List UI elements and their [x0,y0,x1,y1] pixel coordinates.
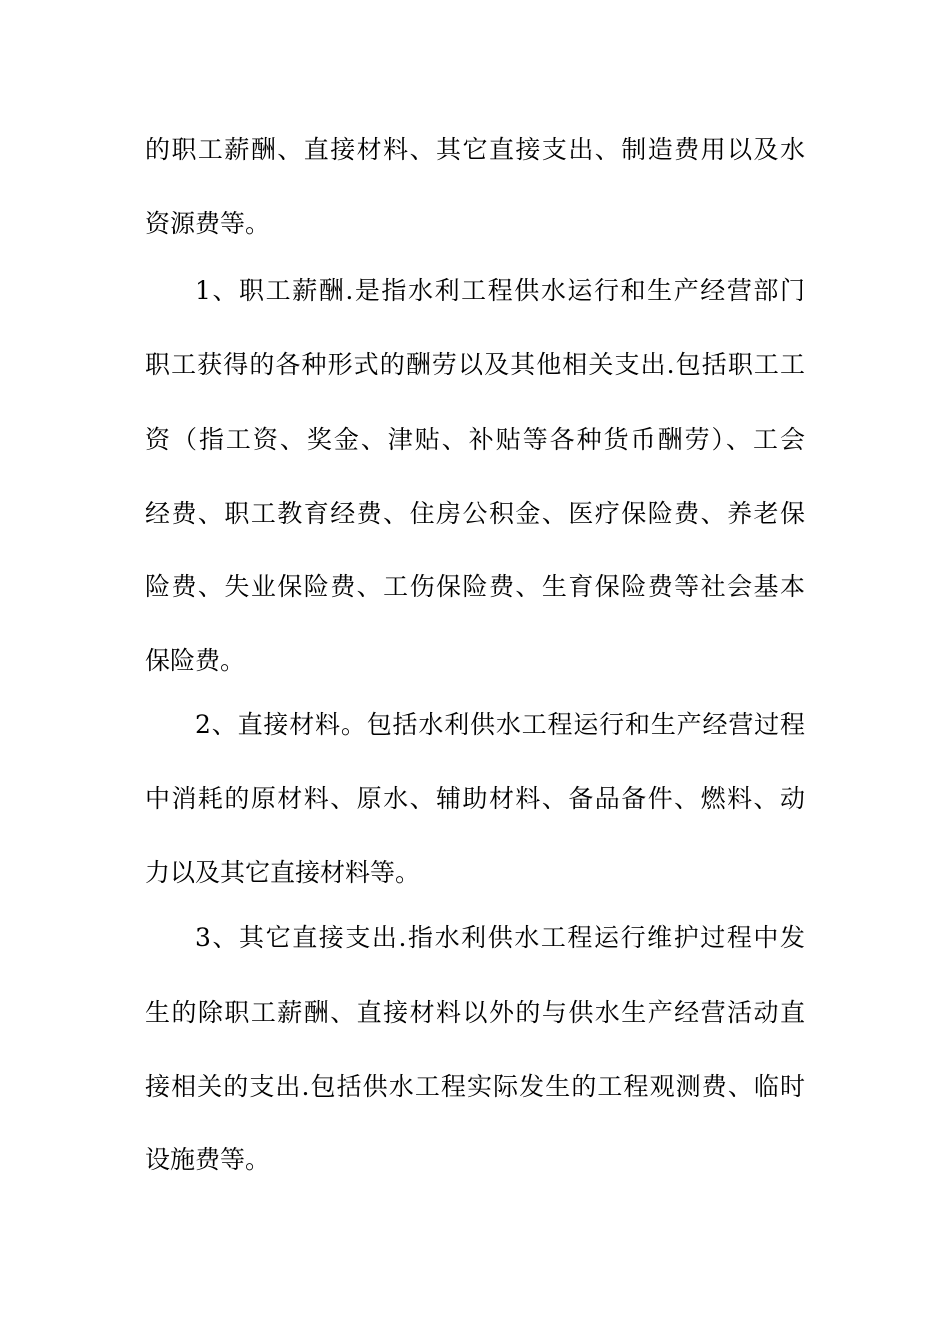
paragraph-start-line: 3、其它直接支出.指水利供水工程运行维护过程中发 [195,923,805,952]
text-line: 职工获得的各种形式的酬劳以及其他相关支出.包括职工工 [145,350,805,379]
text-line: 险费、失业保险费、工伤保险费、生育保险费等社会基本 [145,572,805,601]
paragraph-start-line: 1、职工薪酬.是指水利工程供水运行和生产经营部门 [195,276,805,305]
text-line: 资源费等。 [145,209,271,238]
paragraph-start-line: 2、直接材料。包括水利供水工程运行和生产经营过程 [195,710,805,739]
text-line: 生的除职工薪酬、直接材料以外的与供水生产经营活动直 [145,998,805,1027]
text-line: 设施费等。 [145,1145,271,1174]
text-line: 力以及其它直接材料等。 [145,858,421,887]
text-line: 接相关的支出.包括供水工程实际发生的工程观测费、临时 [145,1072,805,1101]
text-line: 的职工薪酬、直接材料、其它直接支出、制造费用以及水 [145,135,805,164]
text-line: 经费、职工教育经费、住房公积金、医疗保险费、养老保 [145,499,805,528]
text-line: 保险费。 [145,646,246,675]
text-line: 资（指工资、奖金、津贴、补贴等各种货币酬劳）、工会 [145,425,805,454]
text-line: 中消耗的原材料、原水、辅助材料、备品备件、燃料、动 [145,784,805,813]
